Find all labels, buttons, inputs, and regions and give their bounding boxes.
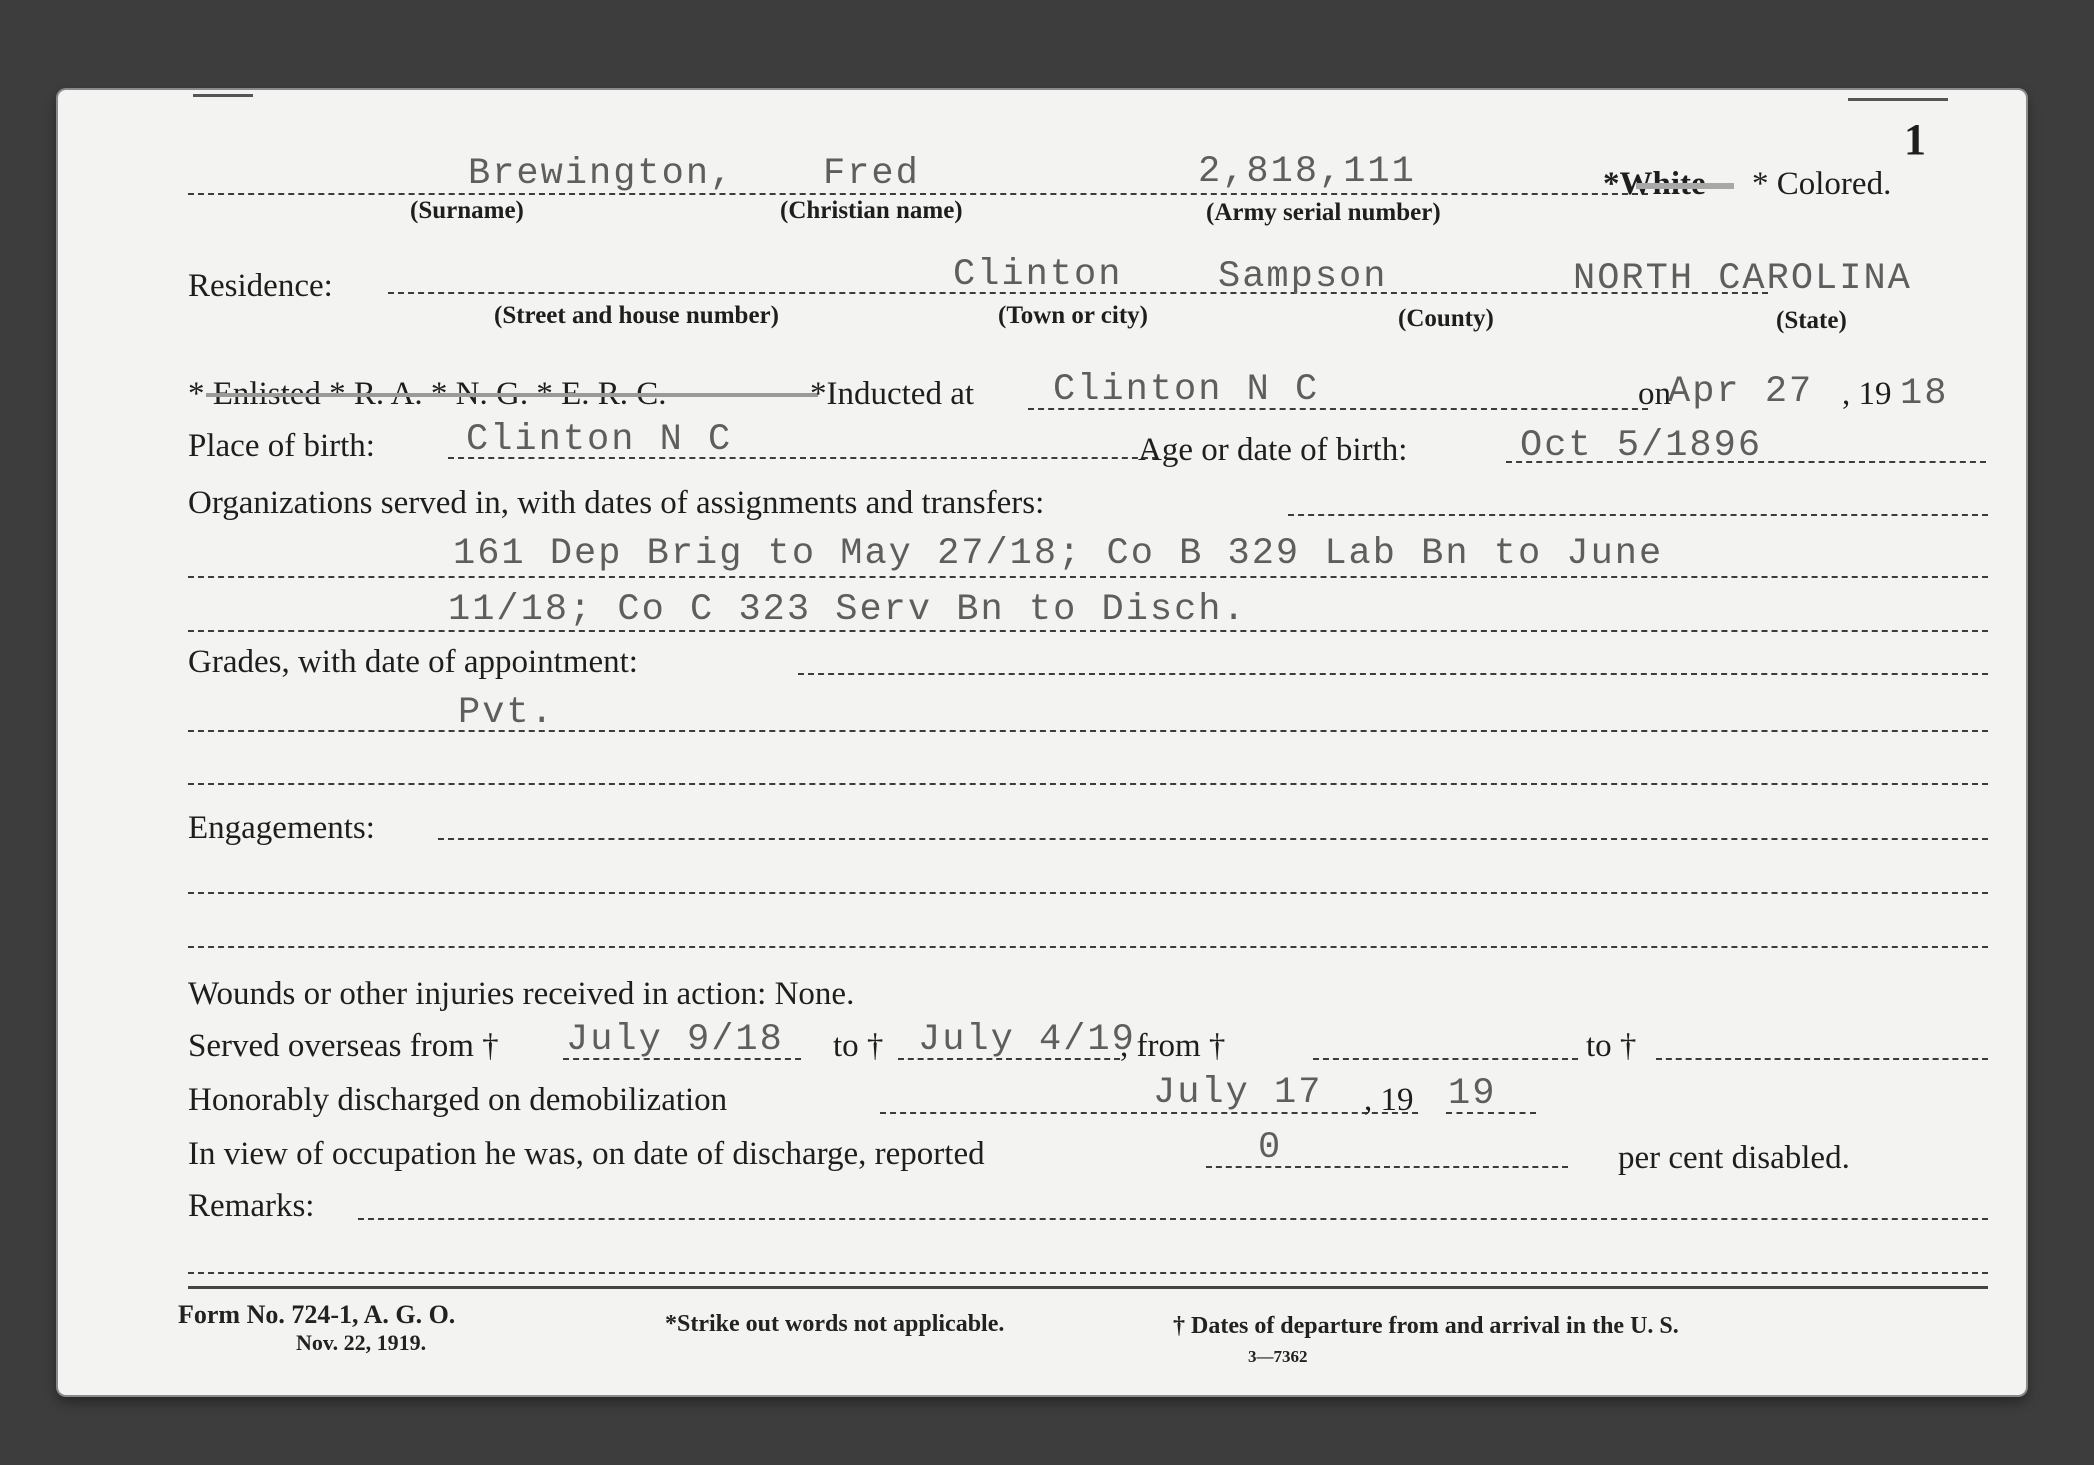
page-number: 1 bbox=[1904, 115, 1926, 164]
induction-date-value: Apr 27 bbox=[1668, 371, 1814, 413]
overseas-to2-label: to † bbox=[1586, 1028, 1637, 1064]
top-rule-right bbox=[1848, 98, 1948, 101]
inducted-value: Clinton N C bbox=[1053, 369, 1320, 411]
grades-line-0 bbox=[798, 673, 1988, 675]
organizations-label: Organizations served in, with dates of assignments and transfers: bbox=[188, 485, 1045, 521]
engagements-line-1 bbox=[188, 892, 1988, 894]
disability-suffix: per cent disabled. bbox=[1618, 1140, 1850, 1176]
state-label: (State) bbox=[1776, 307, 1847, 334]
enlistment-options: * Enlisted * R. A. * N. G. * E. R. C. bbox=[188, 376, 667, 412]
on-label: on bbox=[1638, 376, 1671, 412]
organizations-line-1 bbox=[188, 576, 1988, 578]
overseas-from2-line bbox=[1313, 1058, 1578, 1060]
residence-label: Residence: bbox=[188, 268, 333, 304]
discharge-date-value: July 17 bbox=[1153, 1072, 1323, 1114]
overseas-to-label: to † bbox=[833, 1028, 884, 1064]
engagements-line-0 bbox=[438, 838, 1988, 840]
overseas-from-value: July 9/18 bbox=[566, 1019, 784, 1061]
age-value: Oct 5/1896 bbox=[1520, 425, 1763, 467]
residence-state-value: NORTH CAROLINA bbox=[1573, 258, 1912, 300]
enlistment-strike bbox=[206, 393, 818, 397]
grades-line-2 bbox=[188, 783, 1988, 785]
place-of-birth-value: Clinton N C bbox=[466, 419, 733, 461]
remarks-label: Remarks: bbox=[188, 1188, 315, 1224]
record-card bbox=[58, 90, 2026, 1395]
induction-year-value: 18 bbox=[1900, 373, 1949, 415]
discharge-year-value: 19 bbox=[1448, 1073, 1497, 1115]
overseas-to2-line bbox=[1656, 1058, 1988, 1060]
white-option: *White bbox=[1603, 166, 1706, 202]
induction-year-prefix: , 19 bbox=[1842, 376, 1892, 412]
engagements-line-2 bbox=[188, 946, 1988, 948]
discharge-line bbox=[880, 1112, 1418, 1114]
top-rule-left bbox=[193, 94, 253, 97]
organizations-line-0 bbox=[1288, 514, 1988, 516]
form-number: Form No. 724-1, A. G. O. bbox=[178, 1300, 456, 1329]
strike-note: *Strike out words not applicable. bbox=[665, 1311, 1005, 1337]
christian-name-value: Fred bbox=[823, 153, 920, 195]
inducted-label: *Inducted at bbox=[810, 376, 975, 412]
surname-value: Brewington, bbox=[468, 153, 735, 195]
age-label: Age or date of birth: bbox=[1138, 432, 1408, 468]
remarks-line-1 bbox=[188, 1272, 1988, 1274]
christian-name-label: (Christian name) bbox=[780, 197, 963, 224]
place-of-birth-label: Place of birth: bbox=[188, 428, 375, 464]
street-label: (Street and house number) bbox=[494, 302, 779, 329]
residence-county-value: Sampson bbox=[1218, 256, 1388, 298]
town-label: (Town or city) bbox=[998, 302, 1148, 329]
overseas-from-label: Served overseas from † bbox=[188, 1028, 499, 1064]
grades-value: Pvt. bbox=[458, 692, 555, 734]
serial-number-label: (Army serial number) bbox=[1206, 199, 1441, 226]
disability-value: 0 bbox=[1258, 1127, 1283, 1169]
remarks-line-0 bbox=[358, 1218, 1988, 1220]
grades-label: Grades, with date of appointment: bbox=[188, 644, 638, 680]
form-date: Nov. 22, 1919. bbox=[296, 1330, 427, 1355]
residence-town-value: Clinton bbox=[953, 254, 1123, 296]
dates-note: † Dates of departure from and arrival in the U. S. bbox=[1173, 1313, 1679, 1339]
engagements-label: Engagements: bbox=[188, 810, 375, 846]
surname-label: (Surname) bbox=[410, 197, 524, 224]
wounds-label: Wounds or other injuries received in action: None. bbox=[188, 976, 855, 1012]
colored-option: * Colored. bbox=[1752, 166, 1892, 202]
county-label: (County) bbox=[1398, 305, 1494, 332]
serial-number-value: 2,818,111 bbox=[1198, 151, 1416, 193]
overseas-to-value: July 4/19 bbox=[918, 1019, 1136, 1061]
discharge-label: Honorably discharged on demobilization bbox=[188, 1082, 728, 1118]
overseas-from2-label: , from † bbox=[1120, 1028, 1226, 1064]
footer-rule bbox=[188, 1286, 1988, 1289]
organizations-value-line2: 11/18; Co C 323 Serv Bn to Disch. bbox=[448, 589, 1247, 631]
white-strike bbox=[1636, 183, 1734, 189]
organizations-value-line1: 161 Dep Brig to May 27/18; Co B 329 Lab Bn to June bbox=[453, 533, 1664, 575]
discharge-year-prefix: , 19 bbox=[1364, 1082, 1414, 1118]
print-code: 3—7362 bbox=[1248, 1347, 1308, 1366]
disability-label: In view of occupation he was, on date of discharge, reported bbox=[188, 1136, 985, 1172]
